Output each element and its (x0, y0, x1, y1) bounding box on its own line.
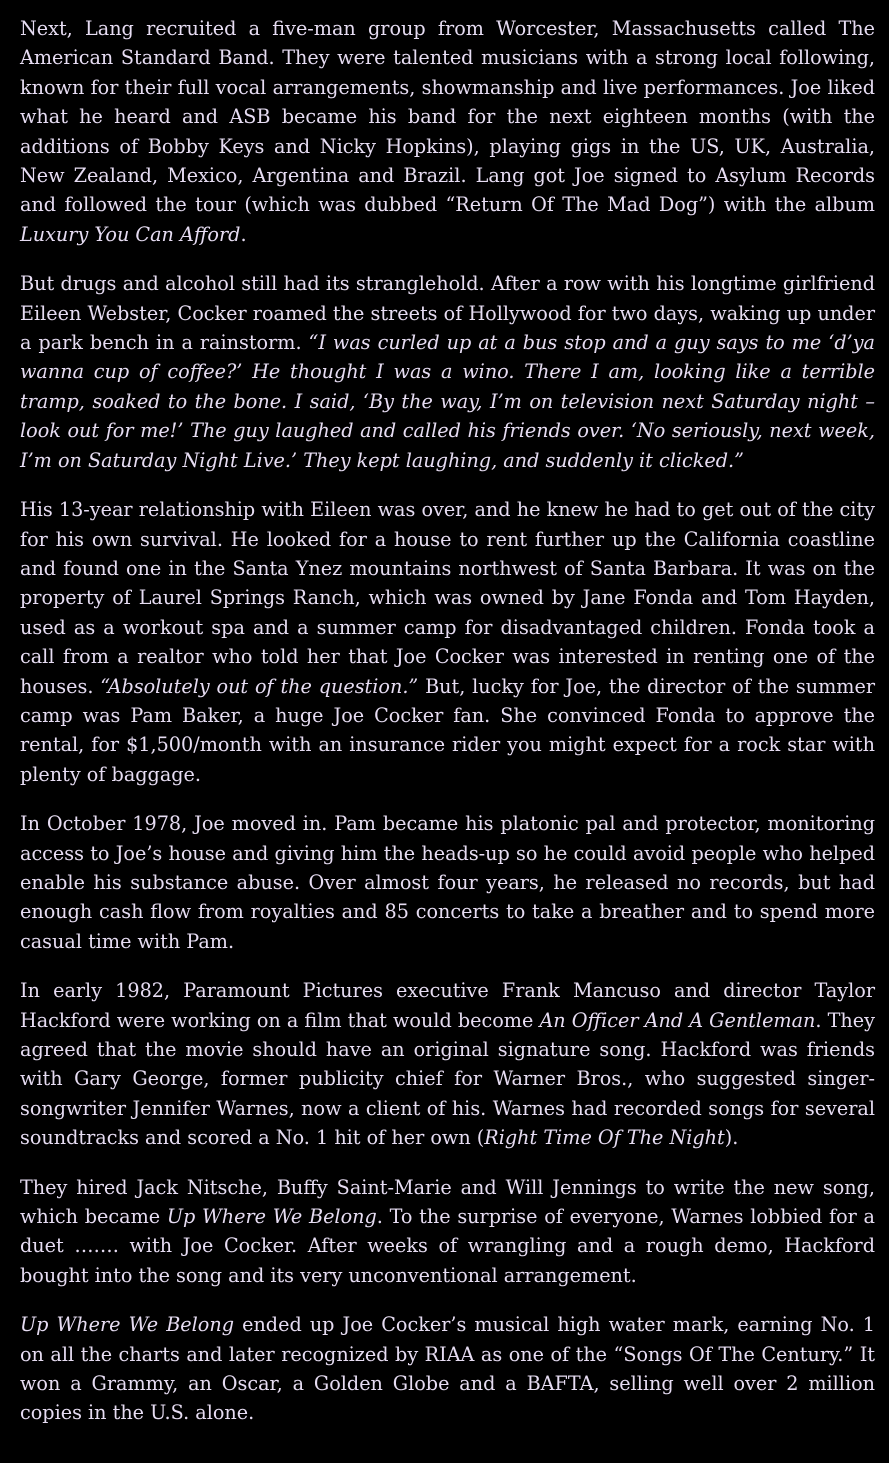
paragraph-text: In early 1982, Paramount Pictures executive Frank Mancuso and director Taylor Hackford were working on a film that would become (20, 979, 875, 1032)
paragraph-text: . They agreed that the movie should have an original signature song. Hackford was friends with Gary George, former publicity chief for Warner Bros., who suggested singer-songwriter Jennifer Warnes, now a client of his. Warnes had recorded songs for several soundtracks and scored a No. 1 hit of her own ( (20, 1008, 875, 1150)
song-title: Up Where We Belong (20, 1313, 234, 1337)
paragraph-text: ended up Joe Cocker’s musical high water mark, earning No. 1 on all the charts and later recognized by RIAA as one of the “Songs Of The Century.” It won a Grammy, an Oscar, a Golden Globe and a BAFTA, selling well over 2 million copies in the U.S. alone. (20, 1313, 876, 1425)
paragraph-text: In October 1978, Joe moved in. Pam became his platonic pal and protector, monitoring access to Joe’s house and giving him the heads-up so he could avoid people who helped enable his substance abuse. Over almost four years, he released no records, but had enough cash flow from royalties and 85 concerts to take a breather and to spend more casual time with Pam. (20, 812, 875, 953)
song-title: Up Where We Belong (166, 1205, 377, 1229)
paragraph-text: Next, Lang recruited a five-man group from Worcester, Massachusetts called The American Standard Band. They were talented musicians with a strong local following, known for their full vocal arrangements, showmanship and live performances. Joe liked what he heard and ASB became his band for the next eighteen months (with the additions of Bobby Keys and Nicky Hopkins), playing gigs in the US, UK, Australia, New Zealand, Mexico, Argentina and Brazil. Lang got Joe signed to Asylum Records and followed the tour (which was dubbed “Return Of The Mad Dog”) with the album (20, 17, 875, 217)
paragraph-text: His 13-year relationship with Eileen was over, and he knew he had to get out of the city for his own survival. He looked for a house to rent further up the California coastline and found one in the Santa Ynez mountains northwest of Santa Barbara. It was on the property of Laurel Springs Ranch, which was owned by Jane Fonda and Tom Hayden, used as a workout spa and a summer camp for disadvantaged children. Fonda took a call from a realtor who told her that Joe Cocker was interested in renting one of the houses. (20, 498, 875, 698)
quote-text: “I was curled up at a bus stop and a guy says to me ‘d’ya wanna cup of coffee?’ He thought I was a wino. There I am, looking like a terrible tramp, soaked to the bone. I said, ‘By the way, I’m on television next Saturday night – look out for me!’ The guy laughed and called his friends over. ‘No seriously, next week, I’m on Saturday Night Live.’ They kept laughing, and suddenly it clicked.” (20, 331, 875, 472)
paragraph-text: ). (724, 1126, 739, 1150)
album-title: Luxury You Can Afford (20, 222, 241, 246)
paragraph-stranglehold (20, 269, 875, 475)
article-body (20, 14, 875, 1428)
paragraph-text: But drugs and alcohol still had its stranglehold. After a row with his longtime girlfriend Eileen Webster, Cocker roamed the streets of Hollywood for two days, waking up under a park bench in a rainstorm. (20, 272, 875, 355)
song-title: Right Time Of The Night (484, 1126, 725, 1150)
paragraph-text: They hired Jack Nitsche, Buffy Saint-Marie and Will Jennings to write the new song, which became (20, 1175, 875, 1229)
paragraph-high-water-mark (20, 1310, 875, 1428)
paragraph-asb-band (20, 14, 875, 249)
quote-text: “Absolutely out of the question.” (100, 674, 419, 698)
paragraph-october-1978 (20, 809, 875, 956)
paragraph-laurel-springs (20, 495, 875, 789)
paragraph-text: . To the surprise of everyone, Warnes lobbied for a duet ……. with Joe Cocker. After weeks of wrangling and a rough demo, Hackford bought into the song and its very unconventional arrangement. (20, 1205, 875, 1287)
paragraph-text: But, lucky for Joe, the director of the summer camp was Pam Baker, a huge Joe Cocker fan. She convinced Fonda to approve the rental, for $1,500/month with an insurance rider you might expect for a rock star with plenty of baggage. (20, 674, 876, 786)
paragraph-new-song (20, 1173, 875, 1291)
paragraph-early-1982 (20, 976, 875, 1152)
paragraph-text: . (240, 222, 247, 246)
film-title: An Officer And A Gentleman (539, 1008, 816, 1032)
